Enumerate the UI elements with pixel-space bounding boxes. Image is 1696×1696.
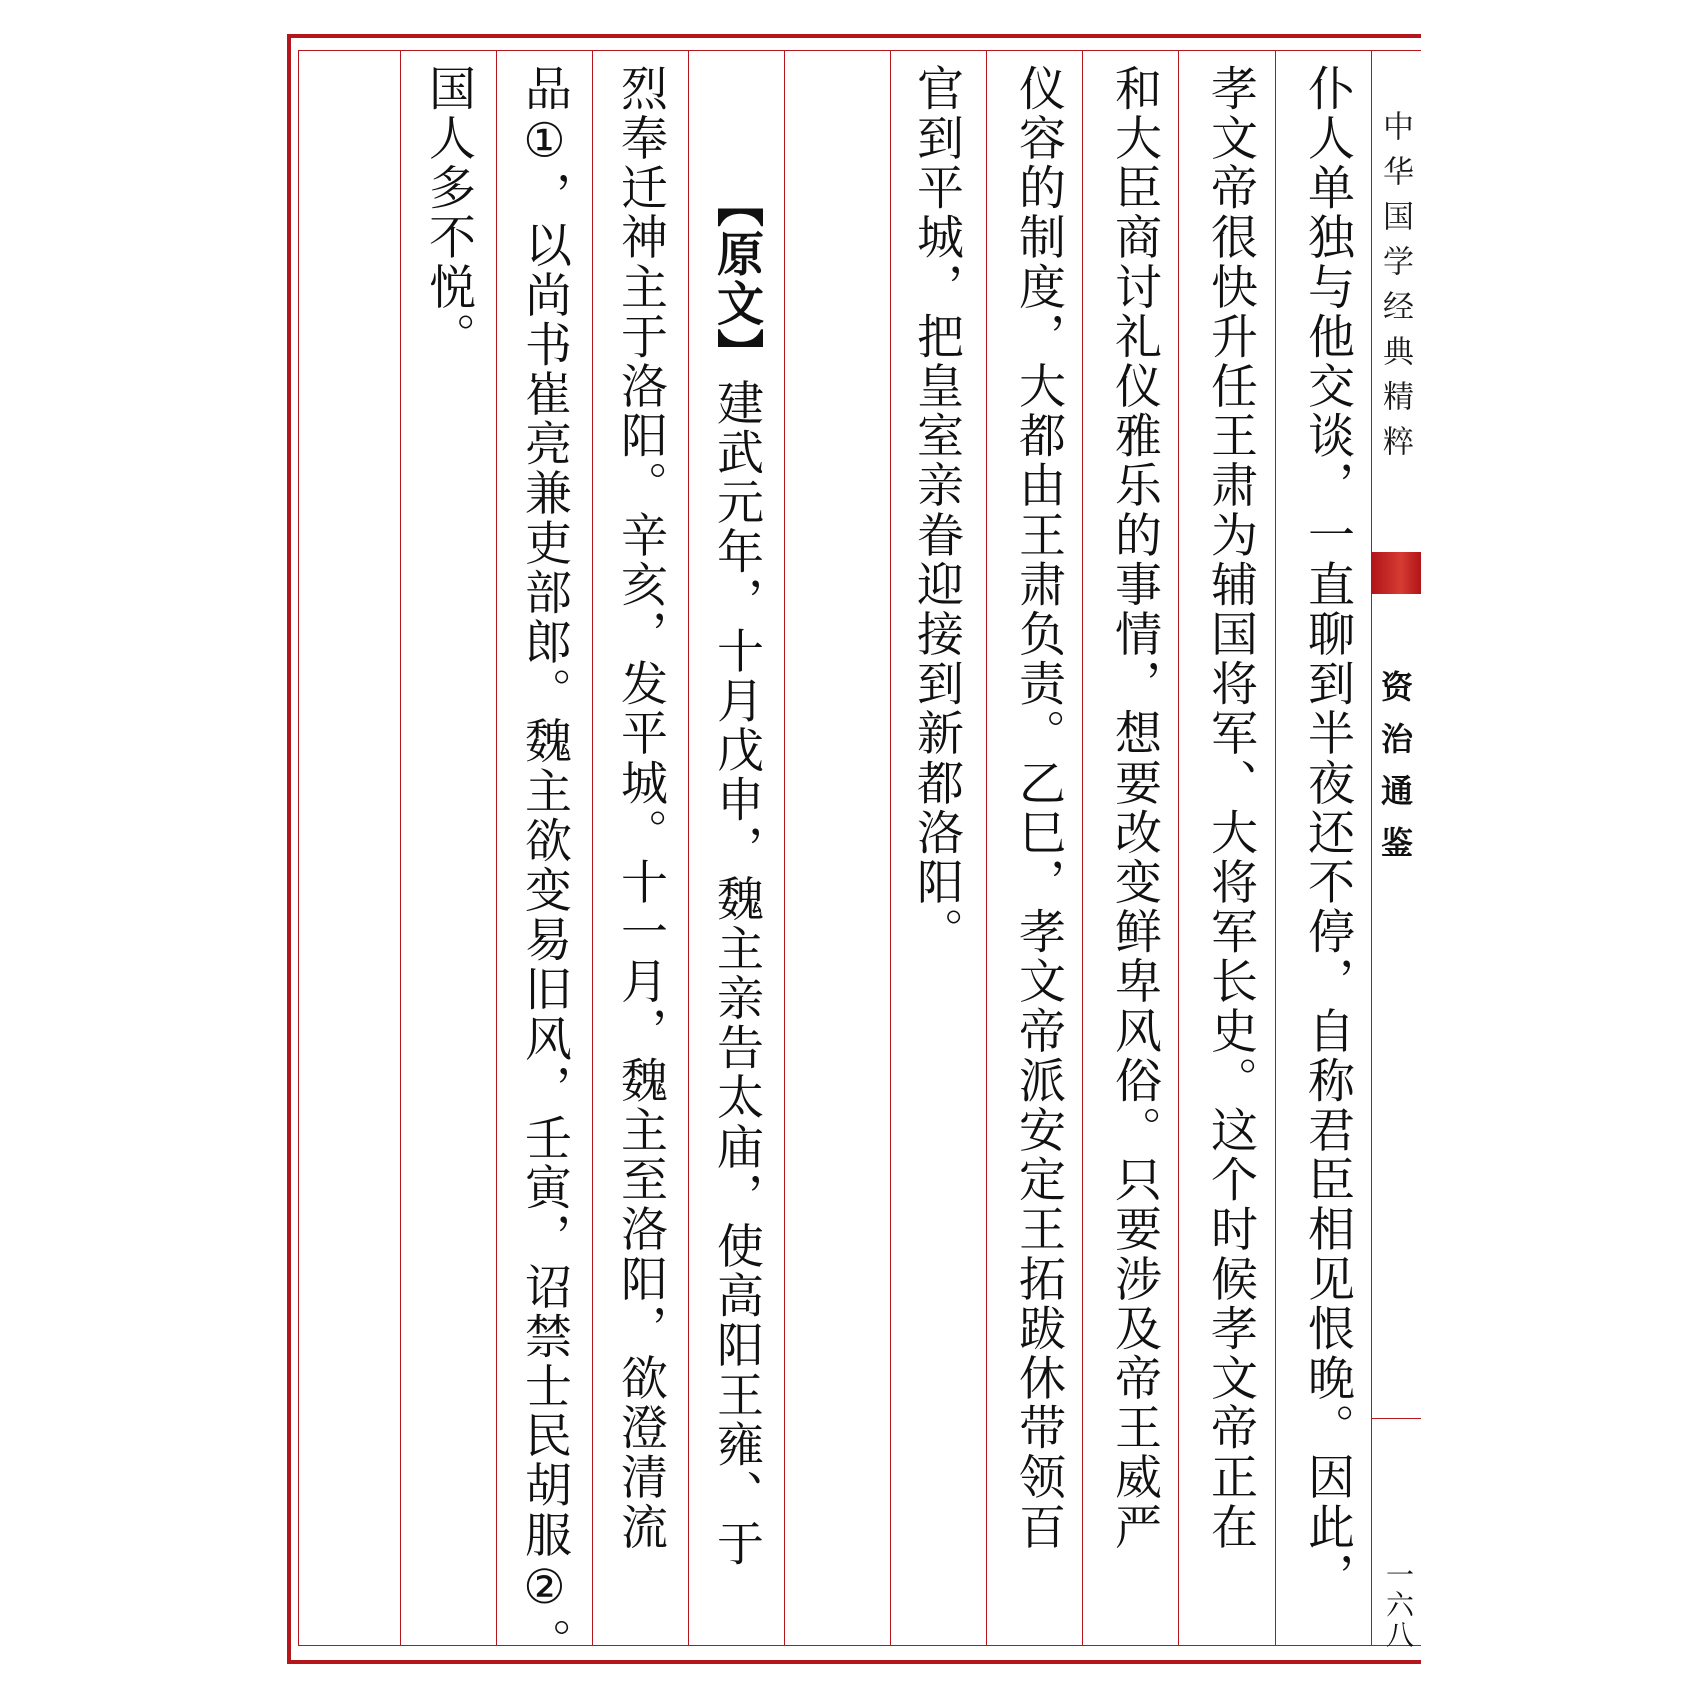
column-rule: [1082, 50, 1083, 1646]
text-column-3: 和大臣商讨礼仪雅乐的事情，想要改变鲜卑风俗。只要涉及帝王威严: [1107, 64, 1162, 1552]
column-rule: [986, 50, 987, 1646]
text-column-5: 官到平城，把皇室亲眷迎接到新都洛阳。: [909, 64, 964, 957]
column-rule: [496, 50, 497, 1646]
series-title: 中华国学经典精粹: [1377, 110, 1413, 470]
text-column-10: 国人多不悦。: [421, 64, 476, 362]
text-column-1: 仆人单独与他交谈，一直聊到半夜还不停，自称君臣相见恨晚。因此，: [1300, 64, 1355, 1602]
decorative-red-band: [1371, 552, 1421, 594]
yuanwen-label: 【原文】: [709, 180, 764, 379]
column-rule: [688, 50, 689, 1646]
column-rule: [400, 50, 401, 1646]
book-title: 资治通鉴: [1376, 670, 1414, 878]
text-column-8: 烈奉迁神主于洛阳。辛亥，发平城。十一月，魏主至洛阳，欲澄清流: [613, 64, 668, 1552]
column-rule: [592, 50, 593, 1646]
column-rule: [1275, 50, 1276, 1646]
text-column-4: 仪容的制度，大都由王肃负责。乙巳，孝文帝派安定王拓跋休带领百: [1011, 64, 1066, 1552]
page-number: 一六八: [1382, 1560, 1415, 1650]
column-rule: [890, 50, 891, 1646]
text-column-2: 孝文帝很快升任王肃为辅国将军、大将军长史。这个时候孝文帝正在: [1203, 64, 1258, 1552]
column-rule: [1178, 50, 1179, 1646]
text-column-7: [692, 180, 780, 1569]
text-column-7-body: 建武元年，十月戊申，魏主亲告太庙，使高阳王雍、于: [709, 378, 764, 1569]
column-rule: [784, 50, 785, 1646]
text-column-9: 品①，以尚书崔亮兼吏部郎。魏主欲变易旧风，壬寅，诏禁士民胡服②。: [517, 64, 572, 1668]
